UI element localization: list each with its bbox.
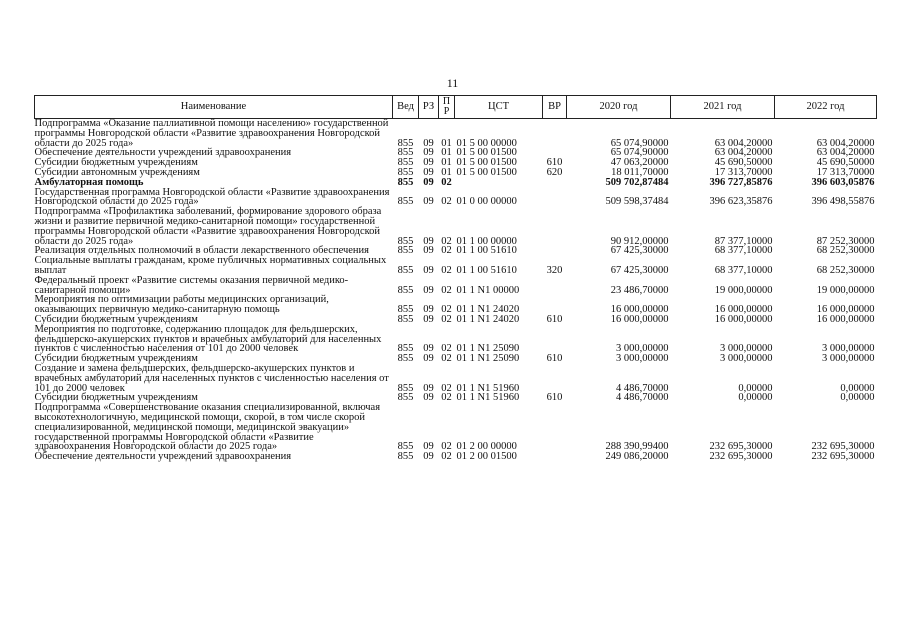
cell-vr: [543, 403, 567, 452]
cell-pr: 02: [441, 441, 452, 453]
cell-2022: 232 695,30000: [811, 441, 875, 453]
cell-2022: 63 004,20000: [816, 137, 875, 149]
cell-vr: 610: [546, 313, 563, 325]
cell-2022: 68 252,30000: [816, 245, 875, 257]
table-row: [35, 207, 877, 246]
cell-2020: 90 912,00000: [610, 235, 669, 247]
cell-2020: 3 000,00000: [616, 343, 669, 355]
cell-ved: 855: [397, 451, 414, 463]
cell-rz: 09: [423, 343, 434, 355]
cell-cst: 01 1 N1 24020: [456, 313, 520, 325]
cell-ved: 855: [397, 157, 414, 169]
cell-rz: 09: [423, 353, 434, 365]
cell-2020: 509 598,37484: [605, 196, 669, 208]
cell-2021: 17 313,70000: [714, 166, 773, 178]
cell-name: Субсидии бюджетным учреждениям: [34, 313, 198, 325]
cell-pr: 02: [441, 196, 452, 208]
cell-rz: 09: [423, 304, 434, 316]
cell-vr: [543, 295, 567, 315]
header-rz: РЗ: [419, 96, 439, 119]
cell-cst: 01 1 00 00000: [456, 235, 517, 247]
cell-vr: [543, 325, 567, 354]
cell-rz: 09: [423, 166, 434, 178]
cell-vr: [543, 276, 567, 296]
cell-2021: 63 004,20000: [714, 147, 773, 159]
cell-cst: 01 1 N1 24020: [456, 304, 520, 316]
cell-2022: 87 252,30000: [816, 235, 875, 247]
cell-vr: 320: [546, 264, 563, 276]
cell-2022: 16 000,00000: [816, 313, 875, 325]
table-row: [35, 276, 877, 296]
cell-2022: 0,00000: [840, 392, 875, 404]
header-2020: 2020 год: [567, 96, 671, 119]
cell-pr: 02: [441, 451, 452, 463]
cell-pr: 01: [441, 157, 452, 169]
cell-ved: 855: [397, 382, 414, 394]
cell-vr: [543, 207, 567, 246]
cell-rz: 09: [423, 382, 434, 394]
cell-vr: 620: [546, 166, 563, 178]
cell-2020: 16 000,00000: [610, 304, 669, 316]
cell-2022: 3 000,00000: [822, 343, 875, 355]
cell-cst: 01 1 N1 00000: [456, 284, 520, 296]
cell-rz: 09: [423, 137, 434, 149]
cell-cst: 01 5 00 00000: [456, 137, 517, 149]
cell-cst: 01 1 N1 51960: [456, 382, 520, 394]
cell-2020: 249 086,20000: [605, 451, 669, 463]
header-ved: Вед: [393, 96, 419, 119]
cell-vr: [543, 119, 567, 149]
cell-name: Социальные выплаты гражданам, кроме публичных нормативных социальных выплат: [34, 255, 387, 276]
cell-ved: 855: [397, 343, 414, 355]
cell-rz: 09: [423, 235, 434, 247]
cell-pr: 01: [441, 166, 452, 178]
header-2022: 2022 год: [775, 96, 877, 119]
cell-2020: 65 074,90000: [610, 137, 669, 149]
cell-pr: 02: [441, 353, 452, 365]
cell-2021: 232 695,30000: [709, 451, 773, 463]
budget-table: [34, 95, 877, 462]
cell-pr: 02: [441, 235, 452, 247]
cell-ved: 855: [397, 235, 414, 247]
header-name: Наименование: [35, 96, 393, 119]
cell-ved: 855: [397, 313, 414, 325]
cell-ved: 855: [397, 196, 414, 208]
cell-2021: 68 377,10000: [714, 245, 773, 257]
cell-2020: 509 702,87484: [605, 176, 669, 188]
cell-name: Государственная программа Новгородской области «Развитие здравоохранения Новгородской области до 2025 года»: [34, 186, 390, 208]
cell-rz: 09: [423, 245, 434, 257]
cell-vr: 610: [546, 392, 563, 404]
cell-name: Подпрограмма «Оказание паллиативной помощи населению» государственной программы Новгородской области «Развитие здравоохранения Новгородской области до 2025 года»: [34, 118, 389, 149]
cell-2020: 47 063,20000: [610, 157, 669, 169]
cell-2020: 67 425,30000: [610, 245, 669, 257]
cell-rz: 09: [423, 176, 434, 188]
table-row: [35, 256, 877, 276]
cell-pr: 02: [441, 382, 452, 394]
cell-ved: 855: [397, 304, 414, 316]
cell-2021: 87 377,10000: [714, 235, 773, 247]
header-vr: ВР: [543, 96, 567, 119]
cell-ved: 855: [397, 245, 414, 257]
cell-2022: 232 695,30000: [811, 451, 875, 463]
table-row: [35, 364, 877, 393]
cell-2020: 288 390,99400: [605, 441, 669, 453]
cell-rz: 09: [423, 284, 434, 296]
cell-cst: 01 1 00 51610: [456, 245, 517, 257]
cell-vr: [543, 246, 567, 256]
cell-2021: 45 690,50000: [714, 157, 773, 169]
cell-2022: 16 000,00000: [816, 304, 875, 316]
cell-rz: 09: [423, 451, 434, 463]
cell-pr: 02: [441, 343, 452, 355]
cell-ved: 855: [397, 353, 414, 365]
cell-name: Обеспечение деятельности учреждений здравоохранения: [34, 147, 292, 159]
cell-pr: 02: [441, 245, 452, 257]
cell-vr: [543, 452, 567, 462]
cell-cst: 01 5 00 01500: [456, 166, 517, 178]
cell-2020: 4 486,70000: [616, 382, 669, 394]
cell-2020: 4 486,70000: [616, 392, 669, 404]
cell-pr: 02: [441, 264, 452, 276]
cell-2021: 16 000,00000: [714, 313, 773, 325]
cell-vr: 610: [546, 353, 563, 365]
cell-2020: 18 011,70000: [611, 166, 669, 178]
page-number: 11: [446, 76, 459, 90]
cell-ved: 855: [397, 147, 414, 159]
cell-rz: 09: [423, 196, 434, 208]
cell-rz: 09: [423, 147, 434, 159]
cell-2020: 16 000,00000: [610, 313, 669, 325]
cell-name: Реализация отдельных полномочий в области лекарственного обеспечения: [34, 245, 369, 257]
table-row: [35, 295, 877, 315]
cell-rz: 09: [423, 441, 434, 453]
cell-pr: 02: [441, 392, 452, 404]
cell-name: Подпрограмма «Профилактика заболеваний, формирование здорового образа жизни и развитие первичной медико-санитарной помощи» государственной программы Новгородской области «Развитие здравоохранения Новгородской области до 2025 года»: [34, 206, 382, 247]
cell-pr: 02: [441, 304, 452, 316]
cell-2021: 63 004,20000: [714, 137, 773, 149]
header-cst: ЦСТ: [455, 96, 543, 119]
cell-2021: 16 000,00000: [714, 304, 773, 316]
cell-cst: 01 5 00 01500: [456, 147, 517, 159]
cell-2021: 0,00000: [738, 392, 773, 404]
cell-rz: 09: [423, 157, 434, 169]
header-pr: П Р: [439, 96, 455, 119]
cell-2021: 19 000,00000: [714, 284, 773, 296]
cell-ved: 855: [397, 137, 414, 149]
cell-cst: 01 1 N1 25090: [456, 353, 520, 365]
cell-2021: 232 695,30000: [709, 441, 773, 453]
cell-2022: 3 000,00000: [822, 353, 875, 365]
cell-pr: 02: [441, 284, 452, 296]
cell-cst: 01 2 00 01500: [456, 451, 517, 463]
cell-vr: 610: [546, 157, 563, 169]
cell-vr: [543, 364, 567, 393]
cell-cst: [455, 178, 543, 188]
cell-name: Субсидии бюджетным учреждениям: [34, 157, 198, 169]
cell-name: Амбулаторная помощь: [34, 176, 144, 188]
cell-2022: 0,00000: [840, 382, 875, 394]
cell-2020: 67 425,30000: [610, 264, 669, 276]
cell-2020: 23 486,70000: [610, 284, 669, 296]
cell-name: Мероприятия по оптимизации работы медицинских организаций, оказывающих первичную медико-санитарную помощь: [34, 294, 329, 316]
cell-2021: 3 000,00000: [720, 343, 773, 355]
cell-rz: 09: [423, 392, 434, 404]
cell-ved: 855: [397, 392, 414, 404]
cell-name: Федеральный проект «Развитие системы оказания первичной медико-санитарной помощи»: [34, 274, 349, 296]
cell-name: Обеспечение деятельности учреждений здравоохранения: [34, 451, 292, 463]
cell-cst: 01 2 00 00000: [456, 441, 517, 453]
cell-2020: 65 074,90000: [610, 147, 669, 159]
table-row: [35, 325, 877, 354]
table-header-row: [35, 96, 877, 119]
cell-ved: 855: [397, 284, 414, 296]
cell-vr: [543, 188, 567, 208]
cell-name: Субсидии бюджетным учреждениям: [34, 392, 198, 404]
cell-2022: 17 313,70000: [816, 166, 875, 178]
cell-2021: 0,00000: [738, 382, 773, 394]
cell-2021: 68 377,10000: [714, 264, 773, 276]
cell-cst: 01 1 N1 51960: [456, 392, 520, 404]
cell-name: Создание и замена фельдшерских, фельдшерско-акушерских пунктов и врачебных амбулаторий для населенных пунктов с численностью населения от 101 до 2000 человек: [34, 362, 389, 394]
header-2021: 2021 год: [671, 96, 775, 119]
table-row: [35, 403, 877, 452]
table-row: [35, 119, 877, 149]
cell-name: Мероприятия по подготовке, содержанию площадок для фельдшерских, фельдшерско-акушерских пунктов и врачебных амбулаторий для населенных пунктов с численностью населения от 101 до 2000 человек: [34, 323, 382, 355]
cell-rz: 09: [423, 264, 434, 276]
cell-2020: 3 000,00000: [616, 353, 669, 365]
table-row: [35, 188, 877, 208]
cell-pr: 01: [441, 147, 452, 159]
cell-ved: 855: [397, 264, 414, 276]
cell-2021: 396 727,85876: [709, 176, 773, 188]
cell-ved: 855: [397, 166, 414, 178]
cell-pr: 02: [441, 313, 452, 325]
cell-name: Субсидии бюджетным учреждениям: [34, 353, 198, 365]
cell-cst: 01 1 00 51610: [456, 264, 517, 276]
cell-2022: 68 252,30000: [816, 264, 875, 276]
table-row: [35, 452, 877, 462]
cell-pr: 01: [441, 137, 452, 149]
cell-2021: 3 000,00000: [720, 353, 773, 365]
cell-name: Субсидии автономным учреждениям: [34, 166, 200, 178]
cell-2021: 396 623,35876: [709, 196, 773, 208]
cell-cst: 01 5 00 01500: [456, 157, 517, 169]
cell-vr: [543, 178, 567, 188]
cell-pr: 02: [441, 176, 452, 188]
cell-rz: 09: [423, 313, 434, 325]
cell-cst: 01 0 00 00000: [456, 196, 517, 208]
cell-2022: 45 690,50000: [816, 157, 875, 169]
cell-ved: 855: [397, 176, 414, 188]
cell-2022: 396 498,55876: [811, 196, 875, 208]
cell-2022: 396 603,05876: [811, 176, 875, 188]
cell-2022: 63 004,20000: [816, 147, 875, 159]
cell-ved: 855: [397, 441, 414, 453]
cell-cst: 01 1 N1 25090: [456, 343, 520, 355]
cell-2022: 19 000,00000: [816, 284, 875, 296]
cell-name: Подпрограмма «Совершенствование оказания специализированной, включая высокотехнологичную, медицинской помощи, скорой, в том числе скорой специализированной, медицинской помощи, медицинской эвакуации» государственной программы Новгородской области «Развитие здравоохранения Новгородской области до 2025 года»: [34, 402, 381, 453]
